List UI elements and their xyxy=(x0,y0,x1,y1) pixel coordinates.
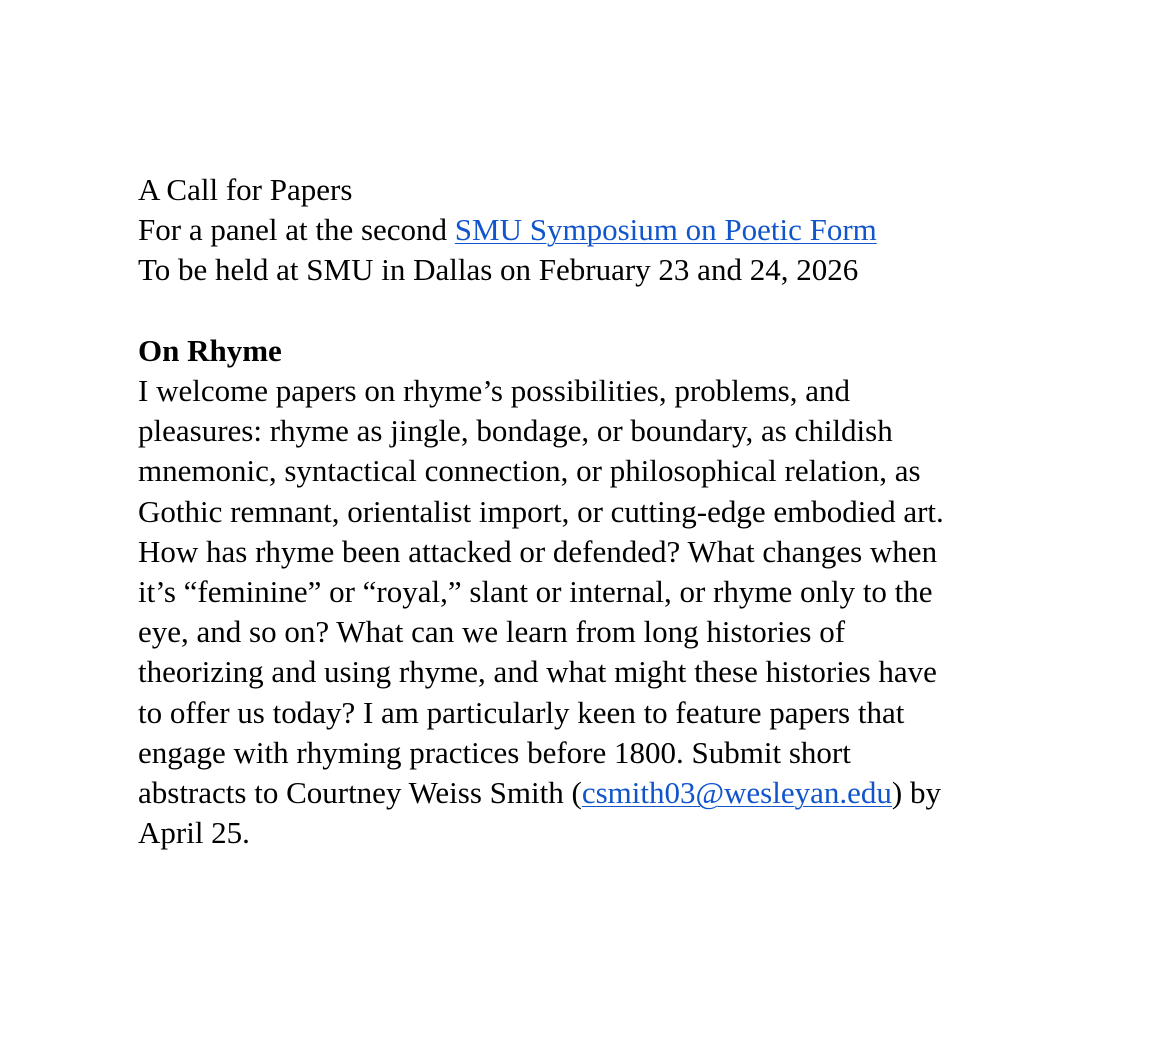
paragraph-line: it’s “feminine” or “royal,” slant or internal, or rhyme only to the xyxy=(138,574,933,610)
paragraph-line: to offer us today? I am particularly keen to feature papers that xyxy=(138,694,905,730)
paragraph-line: I welcome papers on rhyme’s possibilities, problems, and xyxy=(138,373,851,408)
paragraph-line: mnemonic, syntactical connection, or philosophical relation, as xyxy=(138,453,921,489)
section-heading: On Rhyme xyxy=(138,332,282,368)
symposium-link[interactable]: SMU Symposium on Poetic Form xyxy=(454,212,877,248)
email-link[interactable]: csmith03@wesleyan.edu xyxy=(581,775,892,811)
paragraph-line: pleasures: rhyme as jingle, bondage, or boundary, as childish xyxy=(138,413,893,449)
paragraph-line: eye, and so on? What can we learn from long histories of xyxy=(138,614,846,650)
paragraph-line: Gothic remnant, orientalist import, or cutting-edge embodied art. xyxy=(138,493,944,529)
contact-suffix: ) by xyxy=(891,775,941,811)
paragraph-line: theorizing and using rhyme, and what might these histories have xyxy=(138,654,937,690)
deadline-line: April 25. xyxy=(138,815,250,851)
contact-prefix: abstracts to Courtney Weiss Smith ( xyxy=(138,775,582,811)
contact-line xyxy=(138,773,1048,813)
paragraph-line: engage with rhyming practices before 1800. Submit short xyxy=(138,734,851,770)
doc-title: A Call for Papers xyxy=(138,172,353,207)
spacer xyxy=(138,291,1048,331)
event-details: To be held at SMU in Dallas on February 23 and 24, 2026 xyxy=(138,252,859,288)
panel-line-prefix: For a panel at the second xyxy=(138,212,455,248)
panel-line xyxy=(138,210,1048,250)
paragraph-line: How has rhyme been attacked or defended? What changes when xyxy=(138,533,938,569)
section-paragraph xyxy=(138,371,1048,853)
document-body xyxy=(138,170,1048,853)
